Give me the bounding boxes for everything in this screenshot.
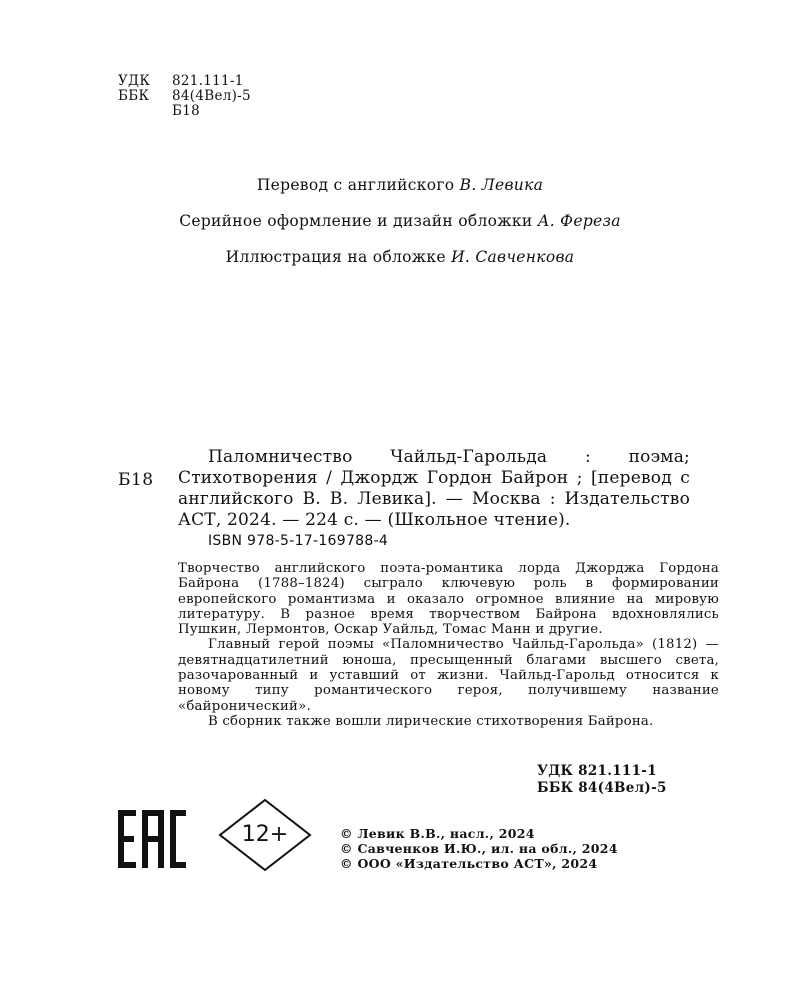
isbn: ISBN 978-5-17-169788-4	[208, 533, 389, 549]
annotation-paragraph: Творчество английского поэта-романтика лорда Джорджа Гордона Байрона (1788–1824) сыграло ключевую роль в формировании европейского романтизма и оказало огромное влияние на мировую литературу. В разное время творчеством Байрона вдохновлялись Пушкин, Лермонтов, Оскар Уайльд, Томас Манн и другие.	[178, 561, 719, 638]
credit-design: Серийное оформление и дизайн обложки А. Фереза	[179, 212, 621, 230]
copyright-line: © ООО «Издательство АСТ», 2024	[340, 856, 598, 871]
age-rating: 12+	[241, 822, 289, 847]
classification-codes	[118, 74, 251, 119]
catalog-letter: Б18	[118, 470, 154, 490]
annotation-paragraph: Главный герой поэмы «Паломничество Чайльд-Гарольда» (1812) — девятнадцатилетний юноша, пресыщенный благами высшего света, разочарованный и уставший от жизни. Чайльд-Гарольд относится к новому типу романтического героя, получившему название «байронический».	[178, 637, 719, 714]
copyright-block	[340, 826, 618, 871]
eac-icon	[118, 810, 186, 868]
author-mark: Б18	[172, 103, 200, 119]
copyright-line: © Савченков И.Ю., ил. на обл., 2024	[340, 841, 618, 856]
udk-value: 821.111-1	[172, 73, 244, 89]
credit-translation: Перевод с английского В. Левика	[256, 176, 544, 194]
copyright-line: © Левик В.В., насл., 2024	[340, 826, 535, 841]
udk-label: УДК	[118, 73, 151, 89]
bibliographic-record: Паломничество Чайльд-Гарольда : поэма; Стихотворения / Джордж Гордон Байрон ; [перевод с английского В. В. Левика]. — Москва : Издательство АСТ, 2024. — 224 с. — (Школьное чтение).	[178, 447, 690, 530]
right-classification: УДК 821.111-1 ББК 84(4Вел)-5	[537, 763, 667, 796]
annotation-paragraph: В сборник также вошли лирические стихотворения Байрона.	[208, 713, 654, 729]
credit-illustration: Иллюстрация на обложке И. Савченкова	[225, 248, 575, 266]
bbk-label: ББК	[118, 88, 150, 104]
bbk-value: 84(4Вел)-5	[172, 88, 251, 104]
annotation	[178, 561, 719, 729]
